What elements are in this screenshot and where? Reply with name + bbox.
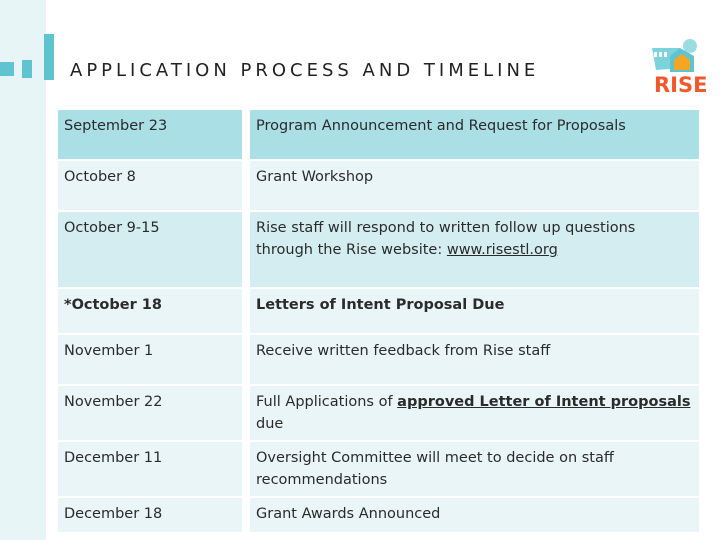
left-accent-bar [0,0,46,540]
row-date: November 1 [58,335,250,386]
row-date: November 22 [58,386,250,442]
row-date: October 8 [58,161,250,212]
table-row [58,498,699,534]
row-event-text: due [256,416,284,432]
table-row [58,161,699,212]
row-event-emphasis: approved Letter of Intent proposals [397,394,691,410]
row-date: September 23 [58,110,250,161]
table-row [58,289,699,335]
row-event: Letters of Intent Proposal Due [250,289,699,335]
website-link[interactable]: www.risestl.org [446,242,558,258]
table-row [58,335,699,386]
table-row [58,442,699,498]
table-row [58,212,699,289]
row-date: October 9-15 [58,212,250,289]
row-event: Program Announcement and Request for Proposals [250,110,699,161]
logo-wordmark: RISE [654,73,708,97]
row-date: *October 18 [58,289,250,335]
row-event: Grant Workshop [250,161,699,212]
decorative-block [0,62,14,76]
row-event-text: Full Applications of [256,394,398,410]
table-row [58,110,699,161]
row-event [250,212,699,289]
table-row [58,386,699,442]
decorative-block [22,60,32,78]
row-event-text: Rise staff will respond to written follow up questions through the Rise website: [256,220,636,258]
row-date: December 18 [58,498,250,534]
row-event: Oversight Committee will meet to decide on staff recommendations [250,442,699,498]
row-event [250,386,699,442]
page-title: APPLICATION PROCESS AND TIMELINE [70,60,540,81]
timeline-table [58,110,699,534]
decorative-block [44,34,54,80]
row-event: Grant Awards Announced [250,498,699,534]
row-date: December 11 [58,442,250,498]
row-event: Receive written feedback from Rise staff [250,335,699,386]
